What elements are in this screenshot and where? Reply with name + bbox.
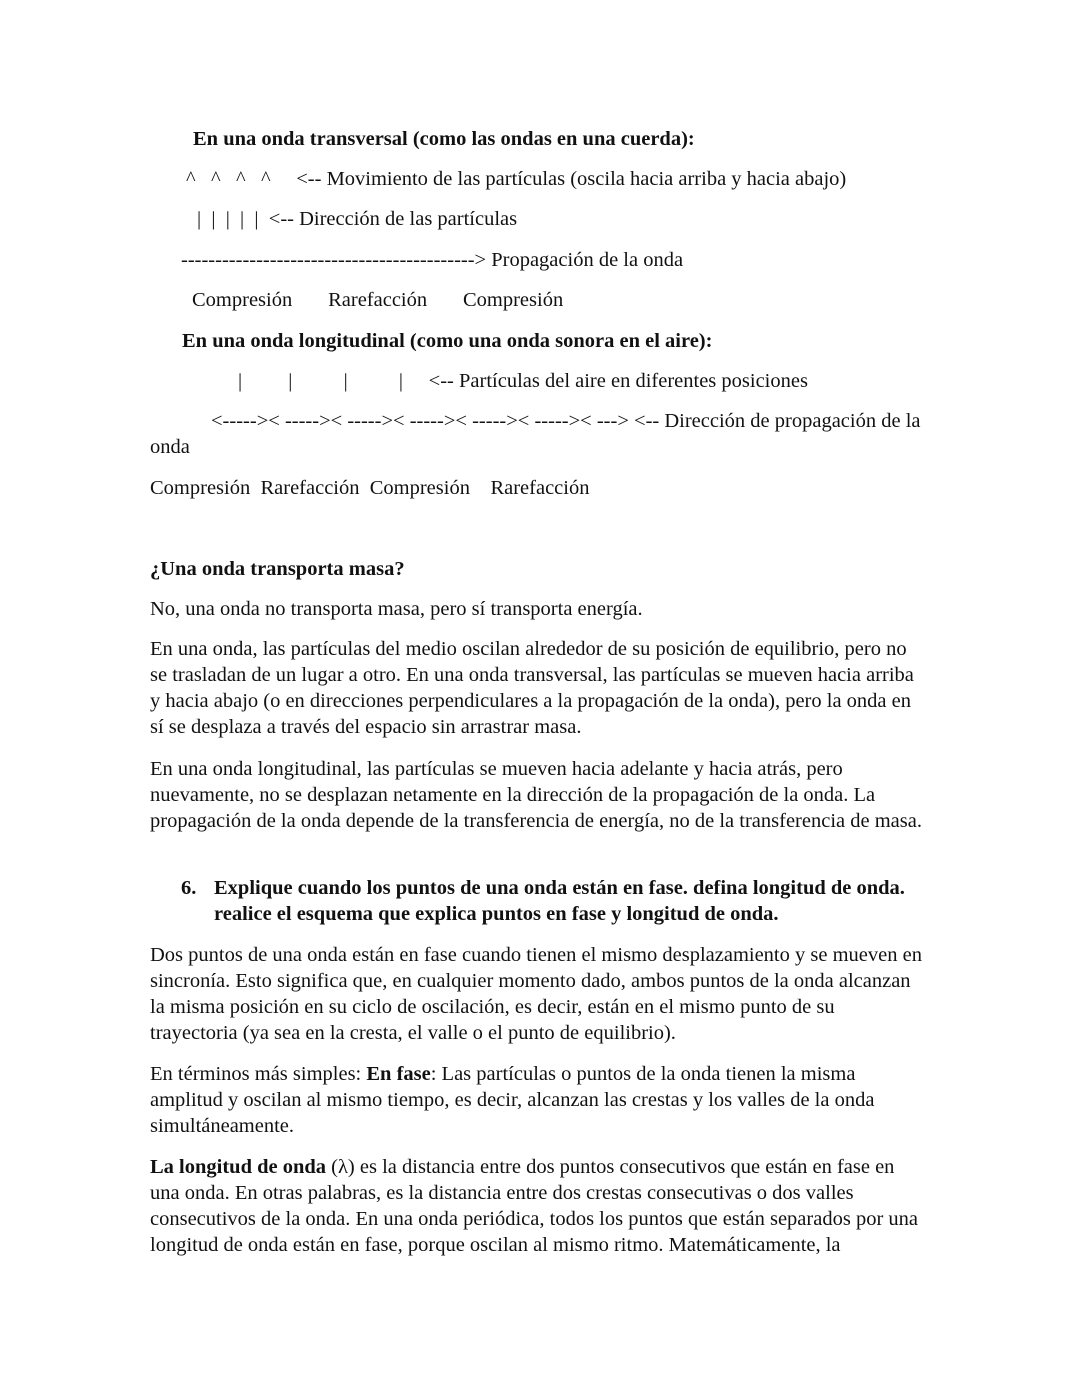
phase-paragraph-1: Dos puntos de una onda están en fase cuando tienen el mismo desplazamiento y se mueven en sincronía. Esto significa que, en cualquier momento dado, ambos puntos de la onda alcanzan la misma posición en su ciclo de oscilación, es decir, están en el mismo punto de su trayectoria (ya sea en la cresta, el valle o el punto de equilibrio). <box>150 944 922 1044</box>
phase-p2-rest: : Las partículas o puntos de la onda tienen la misma amplitud y oscilan al mismo tiempo, es decir, alcanzan las crestas y los valles de la onda simultáneamente. <box>150 1063 875 1137</box>
transversal-heading: En una onda transversal (como las ondas en una cuerda): <box>193 128 695 150</box>
wavelength-term: La longitud de onda <box>150 1156 327 1178</box>
phase-p2-bold: En fase <box>366 1063 431 1085</box>
question-answer: No, una onda no transporta masa, pero sí transporta energía. <box>150 598 643 620</box>
question-paragraph-2: En una onda longitudinal, las partículas se mueven hacia adelante y hacia atrás, pero nuevamente, no se desplazan netamente en la dirección de la propagación de la onda. La propagación de la onda depende de la transferencia de energía, no de la transferencia de masa. <box>150 758 922 832</box>
transversal-propagation-line: -------------------------------------------> Propagación de la onda <box>181 249 684 271</box>
longitudinal-heading: En una onda longitudinal (como una onda sonora en el aire): <box>182 330 713 352</box>
longitudinal-particles-line: | | | | <-- Partículas del aire en diferentes posiciones <box>238 370 808 392</box>
question-paragraph-1: En una onda, las partículas del medio oscilan alrededor de su posición de equilibrio, pero no se trasladan de un lugar a otro. En una onda transversal, las partículas se mueven hacia arriba y hacia abajo (o en direcciones perpendiculares a la propagación de la onda), pero la onda en sí se desplaza a través del espacio sin arrastrar masa. <box>150 638 914 738</box>
phase-paragraph-2 <box>150 1061 925 1139</box>
item-number: 6. <box>181 877 197 899</box>
transversal-particle-motion-line: ^ ^ ^ ^ <-- Movimiento de las partículas (oscila hacia arriba y hacia abajo) <box>186 168 847 190</box>
transversal-compression-labels: Compresión Rarefacción Compresión <box>192 289 564 311</box>
longitudinal-propagation-wrap: onda <box>150 436 190 458</box>
longitudinal-compression-labels: Compresión Rarefacción Compresión Rarefacción <box>150 477 590 499</box>
question-heading: ¿Una onda transporta masa? <box>150 558 405 580</box>
phase-p2-prefix: En términos más simples: <box>150 1063 367 1085</box>
wavelength-definition: (λ) es la distancia entre dos puntos consecutivos que están en fase en una onda. En otras palabras, es la distancia entre dos crestas consecutivas o dos valles consecutivos de la onda. En una onda periódica, todos los puntos que están separados por una longitud de onda están en fase, porque oscilan al mismo ritmo. Matemáticamente, la <box>150 1156 918 1256</box>
item-text: Explique cuando los puntos de una onda están en fase. defina longitud de onda. realice el esquema que explica puntos en fase y longitud de onda. <box>214 877 905 925</box>
wavelength-paragraph <box>150 1154 925 1258</box>
longitudinal-propagation-line: <----->< ----->< ----->< ----->< ----->< ----->< ---> <-- Dirección de propagación de la <box>211 410 921 432</box>
transversal-particle-direction-line: | | | | | <-- Dirección de las partículas <box>197 208 518 230</box>
